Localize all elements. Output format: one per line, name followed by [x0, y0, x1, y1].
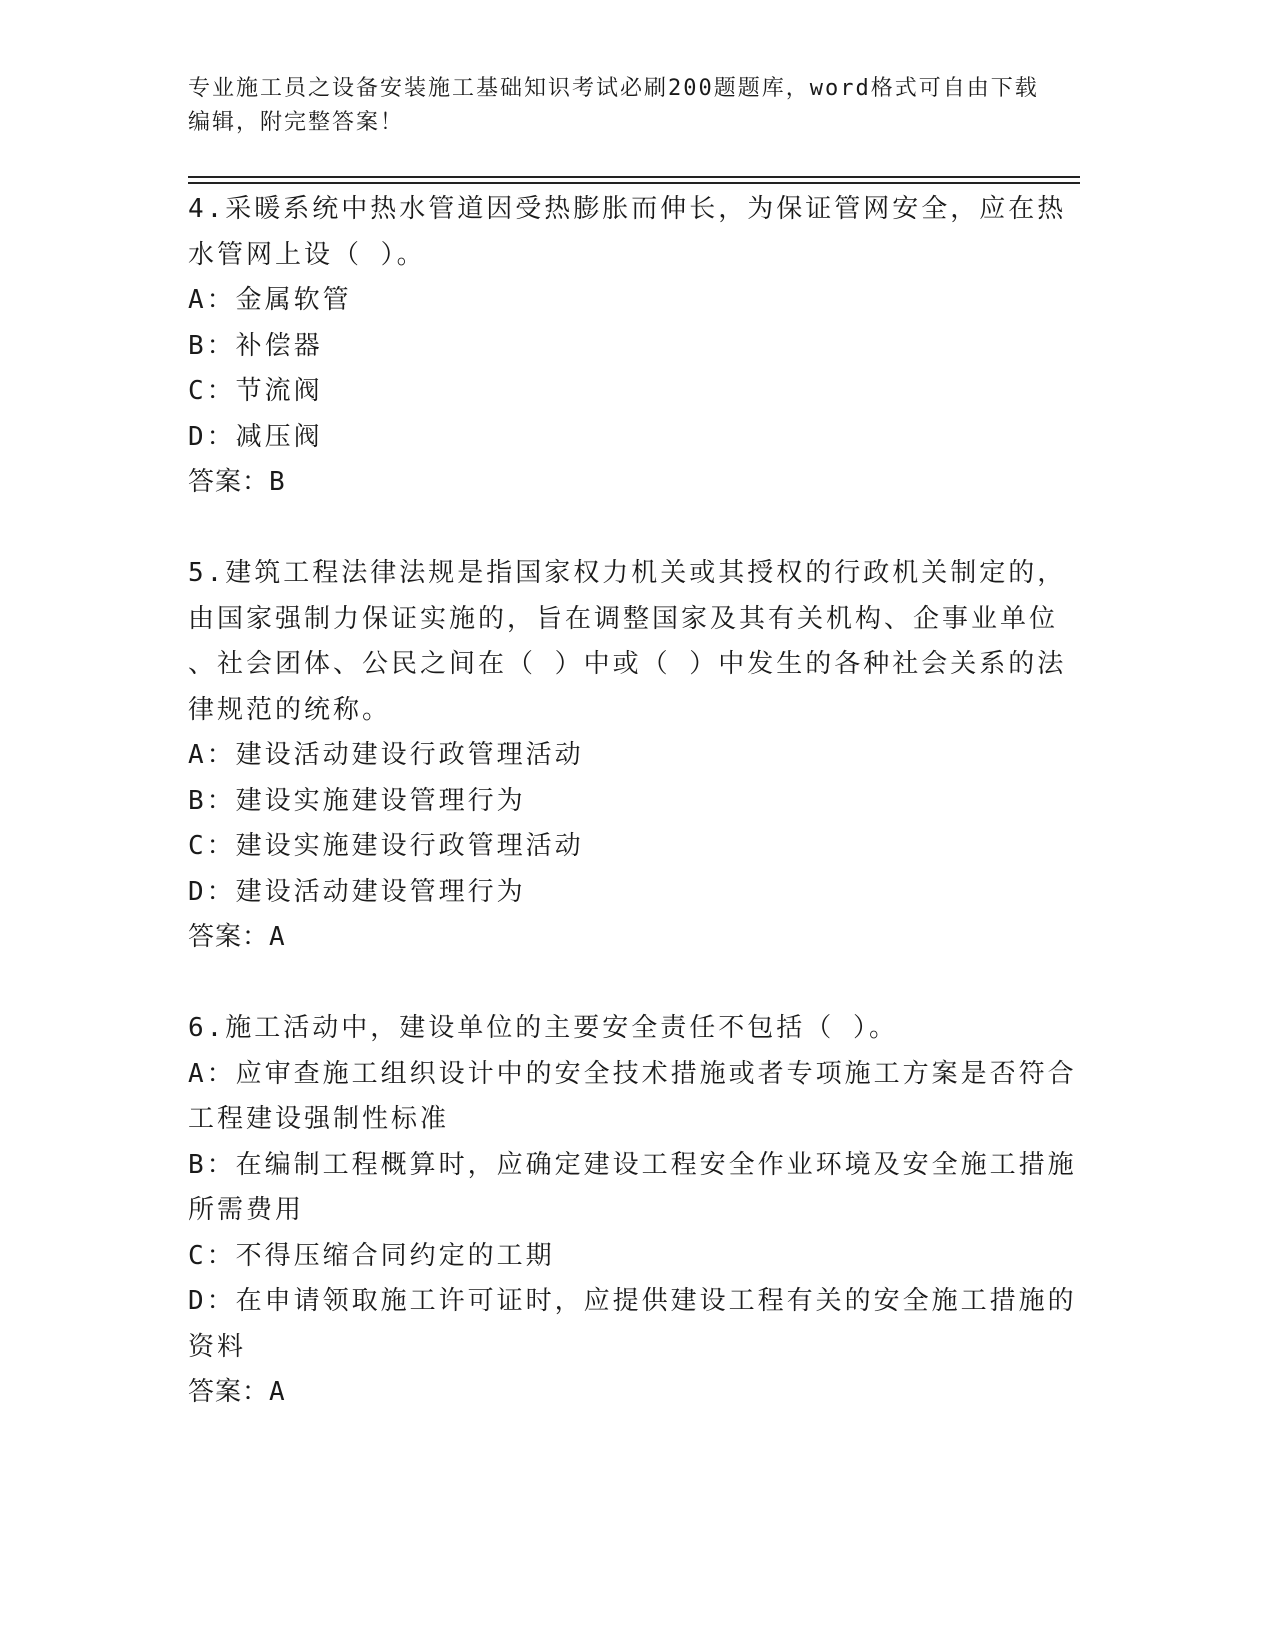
header-divider-top: [188, 176, 1080, 178]
option-b-continued: 所需费用: [188, 1195, 305, 1225]
question-block: [188, 187, 1068, 506]
question-stem-line: 、社会团体、公民之间在（ ）中或（ ）中发生的各种社会关系的法: [188, 649, 1067, 679]
option-c: C：建设实施建设行政管理活动: [188, 831, 584, 861]
option-d: D：在申请领取施工许可证时，应提供建设工程有关的安全施工措施的: [188, 1286, 1077, 1316]
question-spacer: [188, 961, 1068, 1007]
answer-line: 答案：A: [188, 922, 286, 952]
option-d-continued: 资料: [188, 1331, 247, 1362]
question-spacer: [188, 506, 1068, 552]
header-divider-bottom: [188, 182, 1080, 184]
option-b: B：补偿器: [188, 330, 323, 361]
answer-line: 答案：B: [188, 467, 286, 497]
option-d: D：建设活动建设管理行为: [188, 876, 526, 907]
option-a: A：金属软管: [188, 285, 352, 315]
answer-line: 答案：A: [188, 1377, 286, 1407]
question-stem-line: 水管网上设（ ）。: [188, 239, 426, 270]
header-line-1: 专业施工员之设备安装施工基础知识考试必刷200题题库，word格式可自由下载: [188, 76, 1039, 101]
option-c: C：不得压缩合同约定的工期: [188, 1240, 555, 1271]
option-a-continued: 工程建设强制性标准: [188, 1104, 450, 1134]
option-d: D：减压阀: [188, 421, 323, 452]
question-block: [188, 551, 1068, 961]
question-stem-line: 由国家强制力保证实施的，旨在调整国家及其有关机构、企事业单位: [188, 603, 1059, 634]
question-stem-line: 6.施工活动中，建设单位的主要安全责任不包括（ ）。: [188, 1013, 898, 1043]
question-block: [188, 1006, 1077, 1416]
option-a: A：应审查施工组织设计中的安全技术措施或者专项施工方案是否符合: [188, 1058, 1077, 1089]
question-list: [188, 187, 1077, 1416]
option-b: B：建设实施建设管理行为: [188, 785, 526, 816]
header-line-2: 编辑，附完整答案！: [188, 110, 405, 135]
question-stem-line: 4.采暖系统中热水管道因受热膨胀而伸长，为保证管网安全，应在热: [188, 194, 1067, 224]
question-stem-line: 5.建筑工程法律法规是指国家权力机关或其授权的行政机关制定的，: [188, 558, 1067, 588]
option-b: B：在编制工程概算时，应确定建设工程安全作业环境及安全施工措施: [188, 1149, 1077, 1180]
document-header: [188, 72, 1068, 140]
question-stem-line: 律规范的统称。: [188, 694, 392, 725]
option-a: A：建设活动建设行政管理活动: [188, 740, 584, 770]
option-c: C：节流阀: [188, 376, 323, 406]
